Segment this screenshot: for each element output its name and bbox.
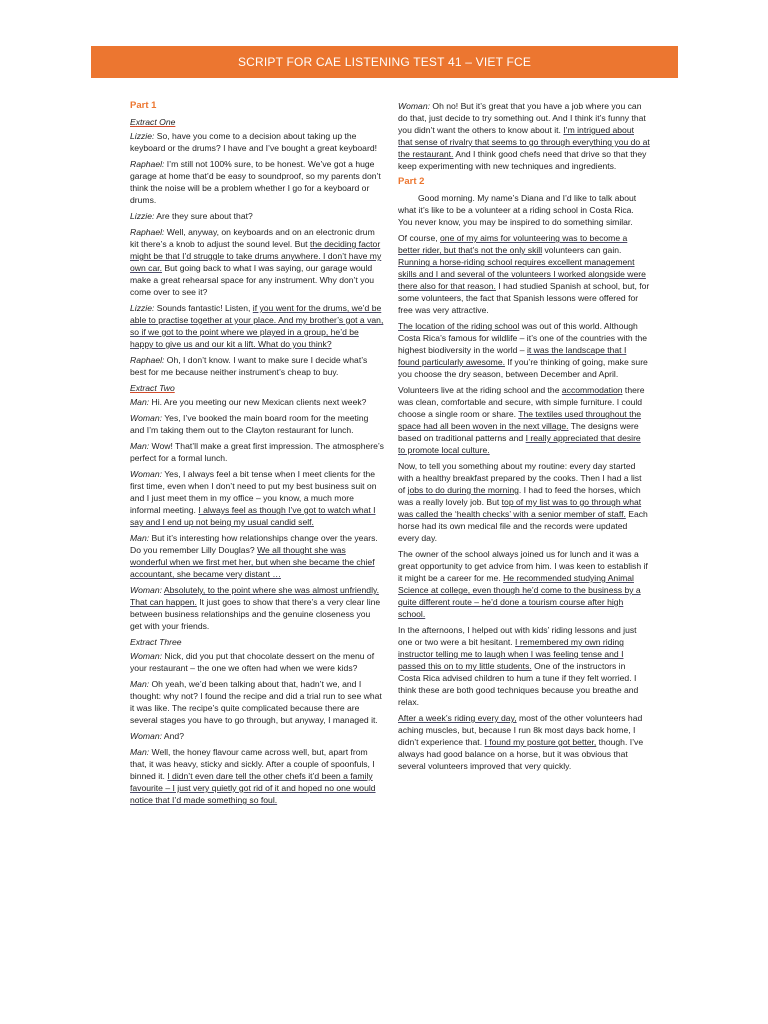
paragraph <box>130 730 384 742</box>
underlined-text: The location of the riding school <box>398 321 520 331</box>
text-run: In the afternoons, I helped out with kids’ riding lessons and just one or two were a bit hesitant. <box>398 625 637 647</box>
paragraph <box>130 226 384 298</box>
speaker-label: Man: <box>130 533 150 543</box>
text-run: It just goes to show that there’s a very clear line between business relationships and the genuine closeness you get with your friends. <box>130 597 381 631</box>
extract-one-title: Extract One <box>130 117 176 127</box>
paragraph <box>130 678 384 726</box>
speaker-label: Raphael: <box>130 227 165 237</box>
underlined-text: After a week’s riding every day, <box>398 713 517 723</box>
speaker-label: Raphael: <box>130 355 165 365</box>
extract-three-title: Extract Three <box>130 637 182 647</box>
underlined-text: He recommended studying Animal Science at college, even though he’d come to the business by a quite different route – he’d done a tourism course after high school. <box>398 573 641 619</box>
text-run: The designs were based on traditional patterns and <box>398 421 639 443</box>
paragraph <box>130 302 384 350</box>
text-run: Well, the honey flavour came across well, but, apart from that, it was heavy, sticky and sickly. After a couple of spoonfuls, I binned it. <box>130 747 375 781</box>
extract-one-body <box>130 130 384 378</box>
speaker-label: Lizzie: <box>130 303 155 313</box>
underlined-text: top of my list was to go through what was called the ‘health checks’ with a senior member of staff. <box>398 497 642 519</box>
extract-two-title: Extract Two <box>130 383 175 393</box>
part2-title: Part 2 <box>398 176 425 187</box>
underlined-text: Absolutely, to the point where she was almost unfriendly. That can happen. <box>130 585 380 607</box>
text-run: Good morning. My name’s Diana and I’d like to talk about what it’s like to be a volunteer at a riding school in Costa Rica. You never know, you may be inspired to do something similar. <box>398 193 637 227</box>
text-run: Of course, <box>398 233 441 243</box>
speaker-label: Lizzie: <box>130 131 155 141</box>
underlined-text: if you went for the drums, we’d be able to practise together at your place. And my brother’s got a van, so if we got to the point where we played in a group, he’d be happy to give us and our kit a lift. What do you think? <box>130 303 384 349</box>
text-run: Hi. Are you meeting our new Mexican clients next week? <box>149 397 367 407</box>
text-run: But going back to what I was saying, our garage would make a great rehearsal space for any instrument. Why don’t you come over to see it? <box>130 263 375 297</box>
underlined-text: I always feel as though I’ve got to watch what I say and I end up not being my usual candid self. <box>130 505 376 527</box>
underlined-text: accommodation <box>561 385 623 395</box>
text-run: Yes, I’ve booked the main board room for the meeting and I’m taking them out to the Clayton restaurant for lunch. <box>130 413 369 435</box>
paragraph <box>130 354 384 378</box>
underlined-text: I’m intrigued about that sense of rivalry that seems to go through everything you do at the restaurant. <box>398 125 650 159</box>
paragraph <box>398 100 650 172</box>
right-column <box>398 100 650 900</box>
left-column <box>130 100 384 930</box>
speaker-label: Woman: <box>130 413 162 423</box>
text-run: Nick, did you put that chocolate dessert on the menu of your restaurant – the one we often had when we were kids? <box>130 651 375 673</box>
text-run: Sounds fantastic! Listen, <box>154 303 253 313</box>
underlined-text: the deciding factor might be that I’d struggle to take drums anywhere. I don’t have my own car. <box>130 239 382 273</box>
speaker-label: Woman: <box>130 731 162 741</box>
paragraph <box>130 130 384 154</box>
paragraph <box>398 548 650 620</box>
speaker-label: Raphael: <box>130 159 165 169</box>
paragraph <box>398 320 650 380</box>
underlined-text: We all thought she was wonderful when we first met her, but when she became the chief accountant, she became very distant … <box>130 545 375 579</box>
extract-two-body <box>130 396 384 632</box>
speaker-label: Woman: <box>130 651 162 661</box>
paragraph <box>130 412 384 436</box>
extract-three-body <box>130 650 384 806</box>
text-run: Volunteers live at the riding school and the <box>398 385 562 395</box>
extract-three-continued <box>398 100 650 172</box>
text-run: And I think good chefs need that drive so that they keep experimenting with new techniques and ingredients. <box>398 149 647 171</box>
paragraph <box>398 192 650 228</box>
paragraph <box>398 624 650 708</box>
paragraph <box>130 210 384 222</box>
speaker-label: Man: <box>130 397 150 407</box>
underlined-text: The textiles used throughout the space had all been woven in the next village. <box>398 409 642 431</box>
paragraph <box>130 532 384 580</box>
underlined-text: one of my aims for volunteering was to become a better rider, but that’s not the only skill <box>398 233 628 255</box>
text-run: Oh, I don’t know. I want to make sure I decide what’s best for me because neither instrument’s cheap to buy. <box>130 355 368 377</box>
speaker-label: Man: <box>130 747 150 757</box>
text-run: I’m still not 100% sure, to be honest. We’ve got a huge garage at home that’d be easy to soundproof, so my parents don’t think the noise will be a problem whether I go for a keyboard or drums. <box>130 159 381 205</box>
scanned-page <box>126 100 656 930</box>
speaker-label: Man: <box>130 441 150 451</box>
paragraph <box>130 650 384 674</box>
underlined-text: jobs to do during the morning <box>407 485 519 495</box>
text-run: Oh yeah, we’d been talking about that, hadn’t we, and I thought: why not? I found the recipe and did a trial run to see what it was like. The recipe’s quite complicated because there are several stages you have to go through, but anyway, I managed it. <box>130 679 382 725</box>
text-run: But it’s interesting how relationships change over the years. Do you remember Lilly Douglas? <box>130 533 378 555</box>
text-run: was out of this world. Although Costa Rica’s famous for wildlife – it’s one of the countries with the highest biodiversity in the world – <box>398 321 648 355</box>
underlined-text: I didn’t even dare tell the other chefs it’d been a family favourite – I just very quietly got rid of it and hoped no one would notice that I’d made something so foul. <box>130 771 376 805</box>
text-run: Now, to tell you something about my routine: every day started with a healthy breakfast prepared by the cooks. Then I had a list of <box>398 461 642 495</box>
document-banner <box>91 46 678 78</box>
text-run: The owner of the school always joined us for lunch and it was a great opportunity to get advice from him. I was keen to establish if it might be a career for me. <box>398 549 648 583</box>
paragraph <box>398 712 650 772</box>
paragraph <box>130 158 384 206</box>
speaker-label: Man: <box>130 679 150 689</box>
text-run: . I had to feed the horses, which was a really lovely job. But <box>398 485 641 507</box>
speaker-label: Woman: <box>130 585 162 595</box>
paragraph <box>398 384 650 456</box>
text-run: I had studied Spanish at school, but, for some volunteers, the fact that Spanish lessons were offered for free was very attractive. <box>398 281 650 315</box>
text-run: One of the instructors in Costa Rica advised children to hum a tune if they felt worried. I think these are both good techniques because you breathe and relax. <box>398 661 639 707</box>
speaker-label: Lizzie: <box>130 211 155 221</box>
underlined-text: I found my posture got better, <box>484 737 597 747</box>
paragraph <box>398 460 650 544</box>
paragraph <box>130 468 384 528</box>
speaker-label: Woman: <box>398 101 430 111</box>
text-run: If you’re thinking of going, make sure you choose the dry season, between December and April. <box>398 357 648 379</box>
text-run: And? <box>162 731 184 741</box>
text-run: Are they sure about that? <box>154 211 253 221</box>
paragraph <box>130 396 384 408</box>
underlined-text: I remembered my own riding instructor telling me to laugh when I was feeling tense and I passed this on to my little students. <box>398 637 624 671</box>
paragraph <box>130 440 384 464</box>
text-run: though. I’ve always had good balance on a horse, but it was obvious that several volunteers improved that very quickly. <box>398 737 644 771</box>
text-run: Wow! That’ll make a great first impression. The atmosphere’s perfect for a formal lunch. <box>130 441 384 463</box>
paragraph <box>130 584 384 632</box>
part1-title: Part 1 <box>130 100 157 111</box>
text-run: Well, anyway, on keyboards and on an electronic drum kit there’s a knob to adjust the sound level. But <box>130 227 375 249</box>
underlined-text: it was the landscape that I found particularly awesome. <box>398 345 627 367</box>
text-run: Each horse had its own medical file and the records were updated every day. <box>398 509 648 543</box>
text-run: most of the other volunteers had aching muscles, but, because I run 8k most days back home, I didn’t experience that. <box>398 713 643 747</box>
underlined-text: I really appreciated that desire to promote local culture. <box>398 433 641 455</box>
part2-body <box>398 192 650 772</box>
speaker-label: Woman: <box>130 469 162 479</box>
text-run: Oh no! But it’s great that you have a job where you can do that, just decide to try something out. And I think it’s funny that you didn’t want the others to know about it. <box>398 101 646 135</box>
paragraph <box>130 746 384 806</box>
underlined-text: Running a horse-riding school requires excellent management skills and I and several of the volunteers I worked alongside were there also for that reason. <box>398 257 646 291</box>
banner-title: SCRIPT FOR CAE LISTENING TEST 41 – VIET FCE <box>237 55 532 69</box>
text-run: there was clean, comfortable and secure, with simple furniture. I could choose a single room or share. <box>398 385 645 419</box>
text-run: volunteers can gain. <box>542 245 622 255</box>
paragraph <box>398 232 650 316</box>
text-run: So, have you come to a decision about taking up the keyboard or the drums? I have and I’ve bought a great keyboard! <box>130 131 377 153</box>
text-run: Yes, I always feel a bit tense when I meet clients for the first time, even when I don’t need to put my best business suit on and I just meet them in my office – you know, a much more informal meeting. <box>130 469 377 515</box>
